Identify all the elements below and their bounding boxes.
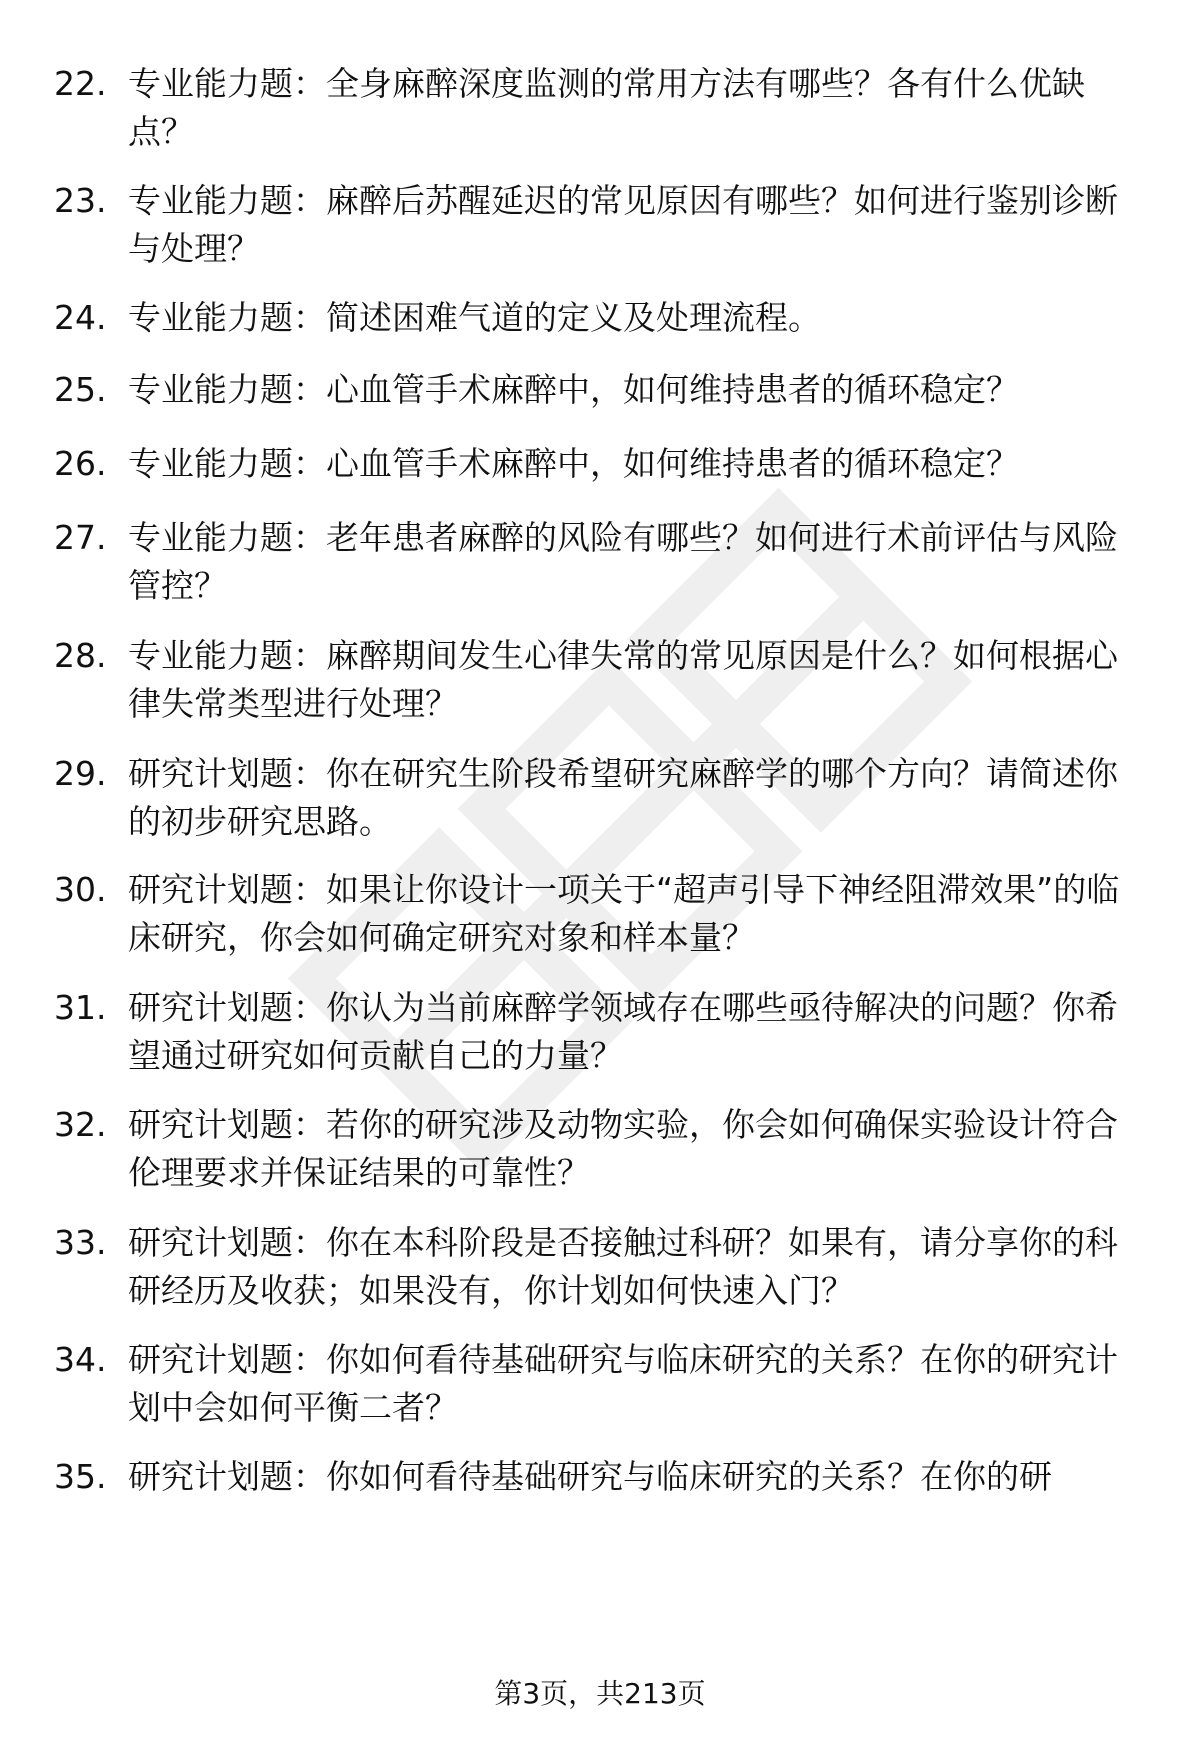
question-number: 32.	[54, 1105, 107, 1144]
question-text: 专业能力题：简述困难气道的定义及处理流程。	[128, 298, 821, 337]
question-number: 28.	[54, 636, 107, 675]
question-number: 29.	[54, 754, 107, 793]
page-number-label: 第3页，共213页	[494, 1677, 706, 1710]
question-number: 35.	[54, 1457, 107, 1496]
question-number: 24.	[54, 298, 107, 337]
question-text: 专业能力题：麻醉期间发生心律失常的常见原因是什么？如何根据心律失常类型进行处理？	[128, 636, 1118, 723]
question-text: 研究计划题：你如何看待基础研究与临床研究的关系？在你的研究计划中会如何平衡二者？	[128, 1340, 1118, 1427]
question-number: 26.	[54, 444, 107, 483]
question-text: 研究计划题：如果让你设计一项关于“超声引导下神经阻滞效果”的临床研究，你会如何确定研究对象和样本量？	[128, 870, 1120, 957]
question-number: 22.	[54, 64, 107, 103]
question-text: 研究计划题：你认为当前麻醉学领域存在哪些亟待解决的问题？你希望通过研究如何贡献自己的力量？	[128, 988, 1118, 1075]
question-text: 研究计划题：若你的研究涉及动物实验，你会如何确保实验设计符合伦理要求并保证结果的可靠性？	[128, 1105, 1118, 1192]
question-text: 专业能力题：心血管手术麻醉中，如何维持患者的循环稳定？	[128, 444, 1019, 483]
question-text: 专业能力题：心血管手术麻醉中，如何维持患者的循环稳定？	[128, 370, 1019, 409]
page-footer	[0, 1674, 1200, 1714]
question-text: 研究计划题：你在研究生阶段希望研究麻醉学的哪个方向？请简述你的初步研究思路。	[128, 754, 1118, 841]
question-number: 23.	[54, 181, 107, 220]
question-text: 专业能力题：老年患者麻醉的风险有哪些？如何进行术前评估与风险管控？	[128, 518, 1118, 605]
question-text: 专业能力题：麻醉后苏醒延迟的常见原因有哪些？如何进行鉴别诊断与处理？	[128, 181, 1118, 268]
question-number: 33.	[54, 1223, 107, 1262]
question-number: 34.	[54, 1340, 107, 1379]
question-text: 研究计划题：你在本科阶段是否接触过科研？如果有，请分享你的科研经历及收获；如果没有，你计划如何快速入门？	[128, 1223, 1118, 1310]
question-number: 27.	[54, 518, 107, 557]
question-text: 专业能力题：全身麻醉深度监测的常用方法有哪些？各有什么优缺点？	[128, 64, 1085, 151]
question-number: 30.	[54, 870, 107, 909]
question-text: 研究计划题：你如何看待基础研究与临床研究的关系？在你的研	[128, 1457, 1052, 1496]
question-number: 25.	[54, 370, 107, 409]
question-number: 31.	[54, 988, 107, 1027]
